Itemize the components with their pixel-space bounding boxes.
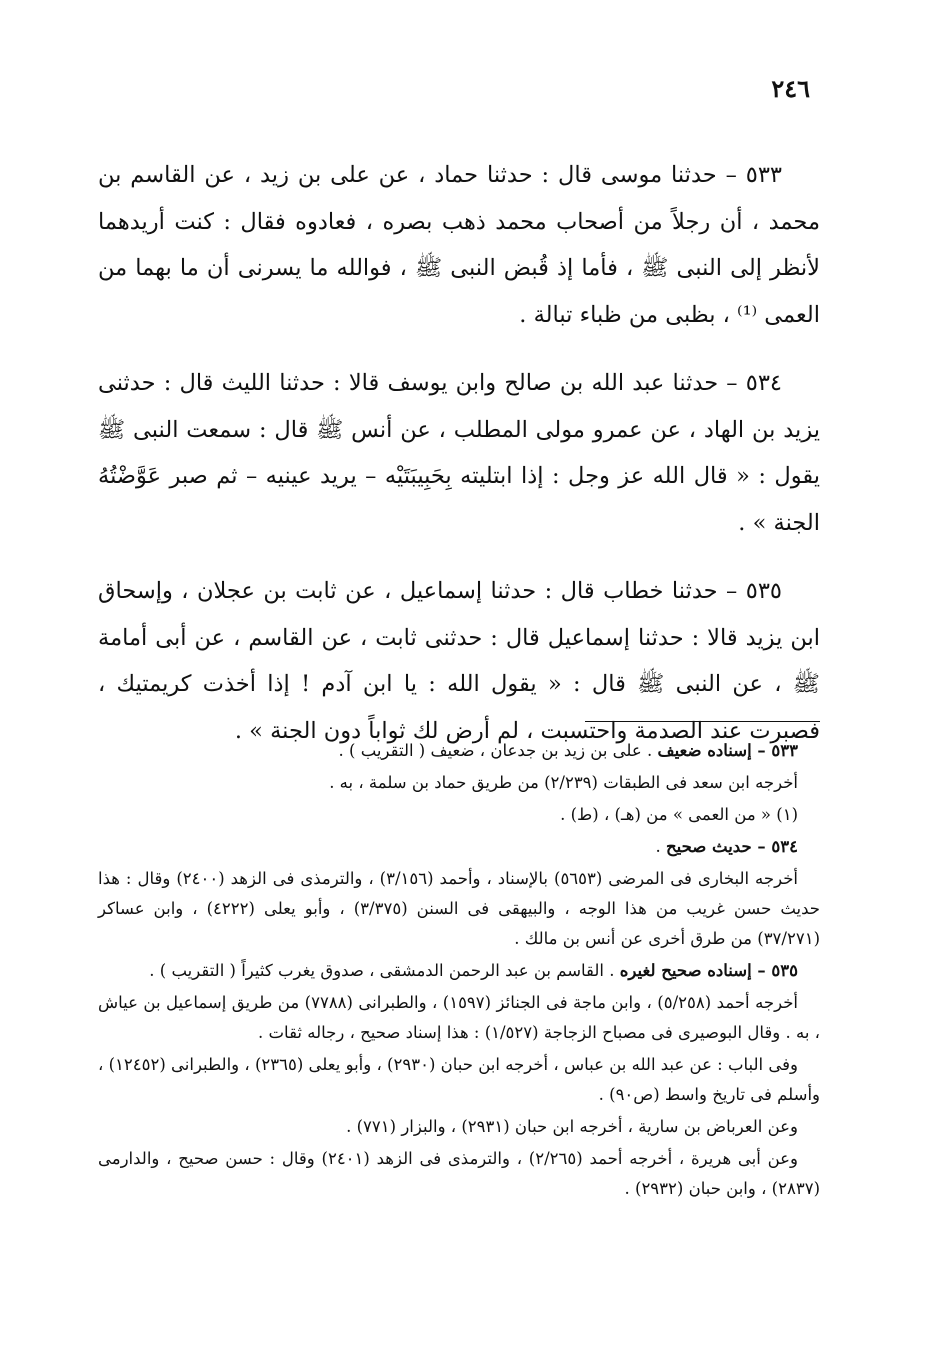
footnote-535-grading: [98, 956, 820, 986]
footnote-535-bab: وفى الباب : عن عبد الله بن عباس ، أخرجه ابن حبان (٢٩٣٠) ، وأبو يعلى (٢٣٦٥) ، والطبرانى (١٢٤٥٢) ، وأسلم فى تاريخ واسط (ص٩٠) .: [98, 1055, 820, 1104]
footnote-label: ٥٣٣ – إسناده ضعيف: [657, 741, 798, 760]
footnote-533-takhrij: أخرجه ابن سعد فى الطبقات (٢/٢٣٩) من طريق حماد بن سلمة ، به .: [329, 773, 798, 792]
footnote-534-grading: [98, 832, 820, 862]
footnote-533-grading: [98, 736, 820, 766]
footnote-separator: [585, 721, 820, 722]
footnote-535-takhrij: أخرجه أحمد (٥/٢٥٨) ، وابن ماجة فى الجنائز (١٥٩٧) ، والطبرانى (٧٧٨٨) من طريق إسماعيل بن عياش ، به . وقال البوصيرى فى مصباح الزجاجة (١/٥٢٧) : هذا إسناد صحيح ، رجاله ثقات .: [98, 993, 820, 1042]
page-number: ٢٤٦: [771, 74, 810, 103]
footnote-534-takhrij: أخرجه البخارى فى المرضى (٥٦٥٣) بالإسناد ، وأحمد (٣/١٥٦) ، والترمذى فى الزهد (٢٤٠٠) وقال : هذا حديث حسن غريب من هذا الوجه ، والبيهقى فى السنن (٣/٣٧٥) ، وأبو يعلى (٤٢٢٢) ، وابن عساكر (٣٧/٢٧١) من طرق أخرى عن أنس بن مالك .: [98, 869, 820, 948]
main-text: [98, 152, 820, 776]
hadith-text: – حدثنا موسى قال : حدثنا حماد ، عن على بن زيد ، عن القاسم بن محمد ، أن رجلاً من أصحاب محمد ذهب بصره ، فعادوه فقال : كنت أريدهما لأنظر إلى النبى ﷺ ، فأما إذ قُبض النبى ﷺ ، فوالله ما يسرنى أن ما بهما من العمى ⁽¹⁾ ، بظبى من ظباء تبالة .: [98, 162, 820, 328]
hadith-text: – حدثنا عبد الله بن صالح وابن يوسف قالا : حدثنا الليث قال : حدثنى يزيد بن الهاد ، عن عمرو مولى المطلب ، عن أنس ﷺ قال : سمعت النبى ﷺ يقول : « قال الله عز وجل : إذا ابتليته بِحَبِيبَتَيْه – يريد عينيه – ثم صبر عَوَّضْتُهُ الجنة » .: [98, 370, 820, 536]
hadith-text: – حدثنا خطاب قال : حدثنا إسماعيل ، عن ثابت بن عجلان ، وإسحاق ابن يزيد قالا : حدثنا إسماعيل قال : حدثنى ثابت ، عن القاسم ، عن أبى أمامة ﷺ ، عن النبى ﷺ قال : « يقول الله : يا ابن آدم ! إذا أخذت كريمتيك ، فصبرت عند الصدمة واحتسبت ، لم أرض لك ثواباً دون الجنة » .: [98, 578, 820, 744]
footnote-text: . القاسم بن عبد الرحمن الدمشقى ، صدوق يغرب كثيراً ( التقريب ) .: [149, 961, 615, 980]
footnote-533-note: (١) « من العمى » من (هـ) ، (ط) .: [560, 805, 798, 824]
hadith-533: [98, 152, 820, 338]
hadith-535: [98, 568, 820, 754]
hadith-number: ٥٣٤: [745, 370, 782, 396]
footnotes: [98, 736, 820, 1206]
footnote-label: ٥٣٥ – إسناده صحيح لغيره: [619, 961, 798, 980]
hadith-number: ٥٣٣: [745, 162, 782, 188]
footnote-label: ٥٣٤ – حديث صحيح: [665, 837, 798, 856]
footnote-535-irbad: وعن العرباض بن سارية ، أخرجه ابن حبان (٢٩٣١) ، والبزار (٧٧١) .: [346, 1117, 798, 1136]
hadith-534: [98, 360, 820, 546]
footnote-text: . على بن زيد بن جدعان ، ضعيف ( التقريب ) .: [338, 741, 653, 760]
hadith-number: ٥٣٥: [745, 578, 782, 604]
footnote-535-hurayra: وعن أبى هريرة ، أخرجه أحمد (٢/٢٦٥) ، والترمذى فى الزهد (٢٤٠١) وقال : حسن صحيح ، والدارمى (٢٨٣٧) ، وابن حبان (٢٩٣٢) .: [98, 1149, 820, 1198]
footnote-text: .: [655, 837, 661, 856]
